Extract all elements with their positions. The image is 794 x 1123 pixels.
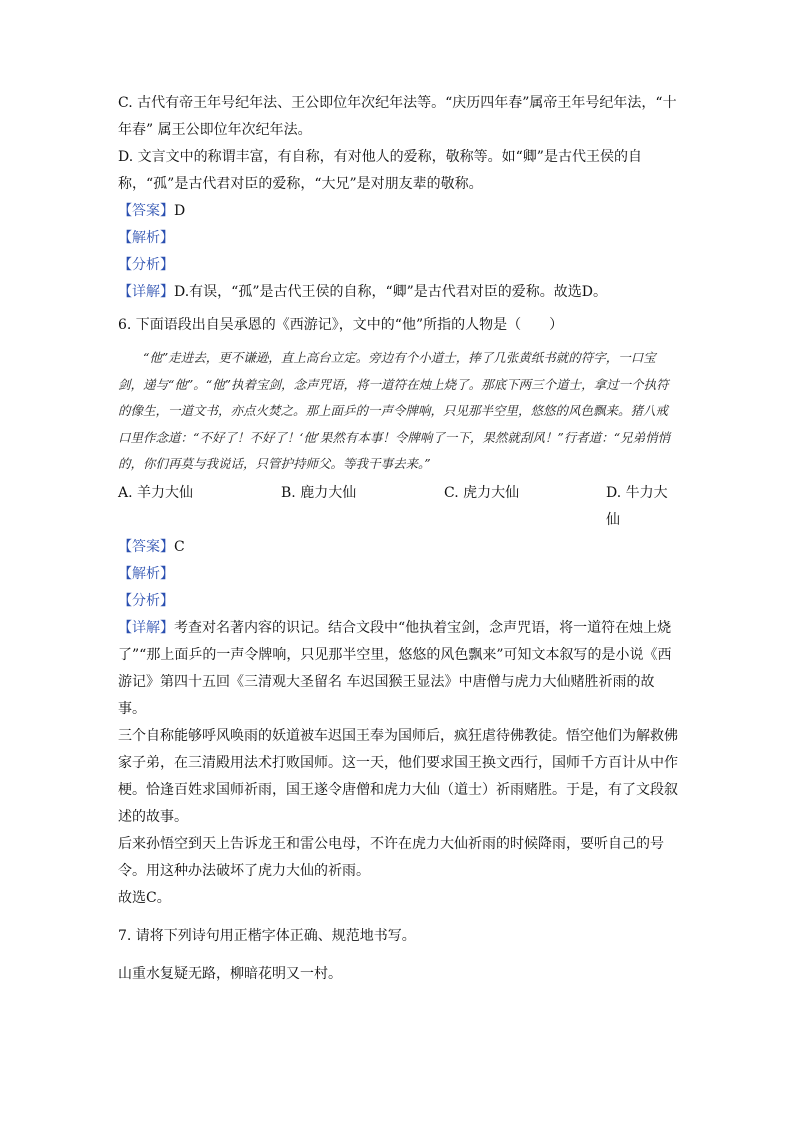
answer-tag: 【答案】 xyxy=(118,203,174,219)
option-d: D. 牛力大仙 xyxy=(606,484,668,528)
item5-xiangjie-row xyxy=(118,279,678,306)
item7-question: 7. 请将下列诗句用正楷字体正确、规范地书写。 xyxy=(118,927,416,944)
item5-option-d: D. 文言文中的称谓丰富，有自称，有对他人的爱称，敬称等。如“卿”是古代王侯的自称，“孤”是古代君对臣的爱称，“大兄”是对朋友辈的敬称。 xyxy=(118,149,642,192)
item5-option-c: C. 古代有帝王年号纪年法、王公即位年次纪年法等。“庆历四年春”属帝王年号纪年法，“十年春” 属王公即位年次纪年法。 xyxy=(118,95,677,138)
item6-jiexi-tag: 【解析】 xyxy=(118,565,174,582)
item5-fenxi-tag: 【分析】 xyxy=(118,257,174,273)
item6-xiangjie-row xyxy=(118,615,678,723)
item5-answer: D xyxy=(174,203,186,219)
item6-xiangjie: 考查对名著内容的识记。结合文段中“他执着宝剑，念声咒语，将一道符在烛上烧了”“那上面乒的一声令牌响，只见那半空里，悠悠的风色飘来”可知文本叙写的是小说《西游记》第四十五回《三清观大圣留名 车迟国猴王显法》中唐僧与虎力大仙赌胜祈雨的故事。 xyxy=(118,619,672,717)
option-c: C. 虎力大仙 xyxy=(444,484,520,501)
option-a: A. 羊力大仙 xyxy=(118,484,194,501)
item5-answer-row xyxy=(118,198,678,225)
item6-para3: 后来孙悟空到天上告诉龙王和雷公电母，不许在虎力大仙祈雨的时候降雨，要听自己的号令。用这种办法破坏了虎力大仙的祈雨。 xyxy=(118,835,664,879)
item6-passage: “他”走进去，更不谦逊，直上高台立定。旁边有个小道士，捧了几张黄纸书就的符字，一口宝剑，递与“他”。“他”执着宝剑，念声咒语，将一道符在烛上烧了。那底下两三个道士，拿过一个执符的像生，一道文书，亦点火焚之。那上面乒的一声令牌响，只见那半空里，悠悠的风色飘来。猪八戒口里作念道：“不好了！不好了！‘他’果然有本事！令牌响了一下，果然就刮风！”行者道：“兄弟悄悄的，你们再莫与我说话，只管护持师父。等我干事去来。” xyxy=(118,350,671,471)
answer-tag: 【答案】 xyxy=(118,538,174,555)
item6-fenxi-tag: 【分析】 xyxy=(118,592,174,609)
item7-poem: 山重水复疑无路，柳暗花明又一村。 xyxy=(118,965,342,982)
item6-answer: C xyxy=(174,538,185,555)
xiangjie-tag: 【详解】 xyxy=(118,619,174,636)
item6-question: 6. 下面语段出自吴承恩的《西游记》，文中的“他”所指的人物是（ ） xyxy=(118,317,564,333)
xiangjie-tag: 【详解】 xyxy=(118,284,174,300)
option-b: B. 鹿力大仙 xyxy=(281,484,357,501)
document-page xyxy=(118,90,678,988)
item6-options xyxy=(118,480,678,534)
item5-jiexi-tag: 【解析】 xyxy=(118,230,174,246)
item5-xiangjie: D.有误，“孤”是古代王侯的自称，“卿”是古代君对臣的爱称。故选D。 xyxy=(174,284,608,300)
item6-para2: 三个自称能够呼风唤雨的妖道被车迟国王奉为国师后，疯狂虐待佛教徒。悟空他们为解救佛家子弟，在三清殿用法术打败国师。这一天，他们要求国王换文西行，国师千方百计从中作梗。恰逢百姓求国师祈雨，国王遂令唐僧和虎力大仙（道士）祈雨赌胜。于是，有了文段叙述的故事。 xyxy=(118,727,678,825)
item6-conclusion: 故选C。 xyxy=(118,889,171,906)
item6-answer-row xyxy=(118,534,678,561)
